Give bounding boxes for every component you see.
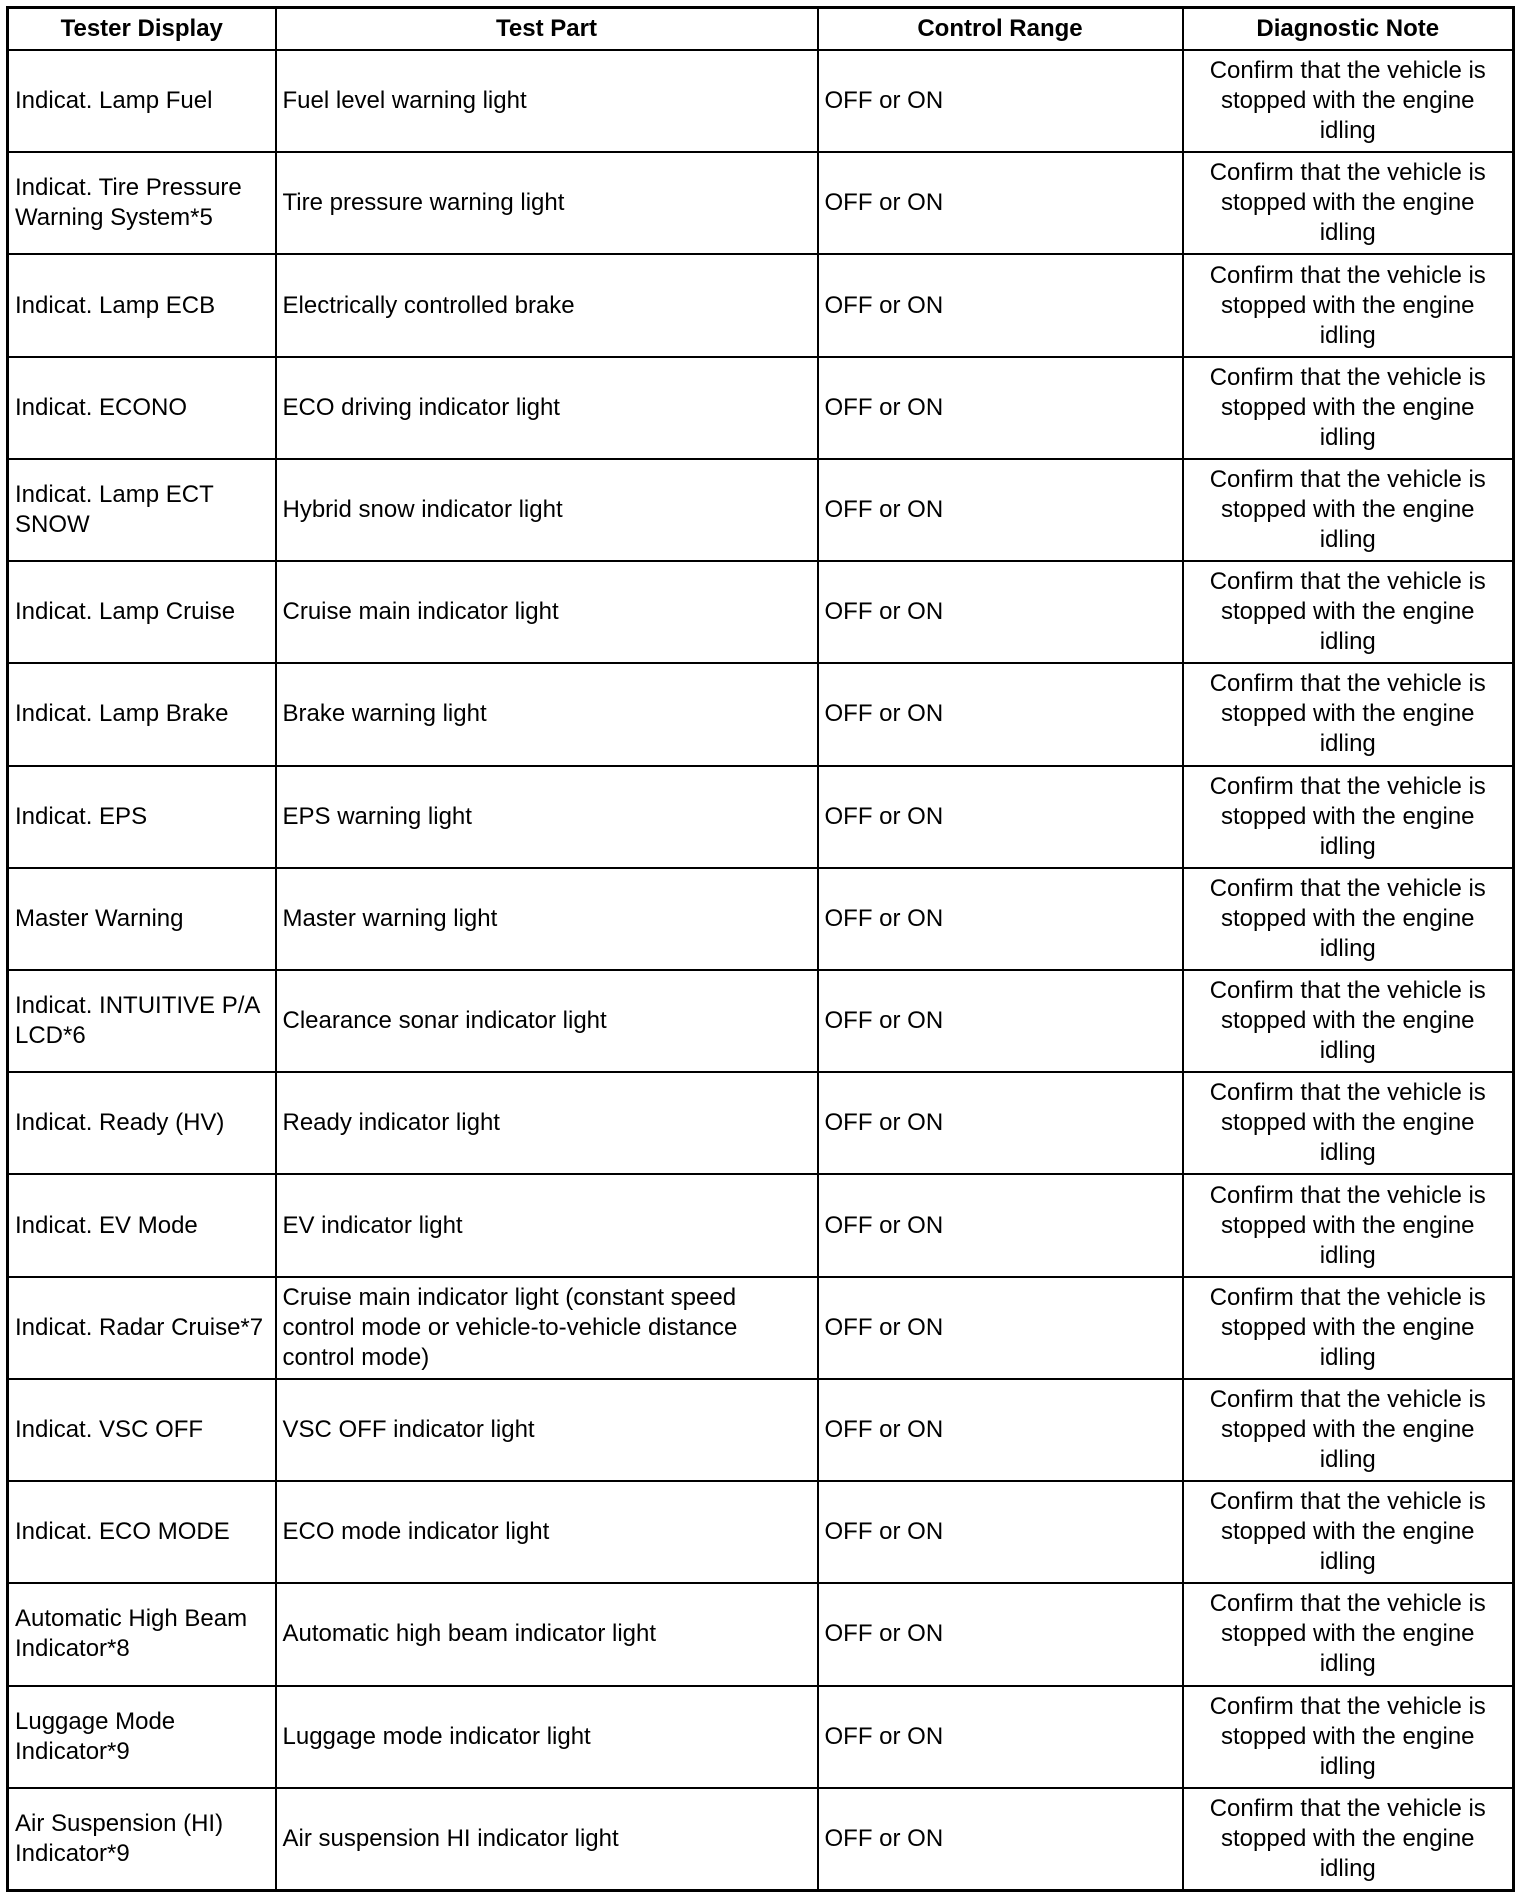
table-row: [8, 970, 1514, 1072]
table-row: [8, 1583, 1514, 1685]
cell-test-part: Fuel level warning light: [276, 50, 818, 152]
cell-test-part: VSC OFF indicator light: [276, 1379, 818, 1481]
cell-control-range: OFF or ON: [818, 1686, 1183, 1788]
cell-tester-display: Indicat. Radar Cruise*7: [8, 1277, 276, 1379]
cell-tester-display: Indicat. VSC OFF: [8, 1379, 276, 1481]
table-row: [8, 357, 1514, 459]
header-diagnostic-note: Diagnostic Note: [1183, 8, 1514, 51]
cell-test-part: Clearance sonar indicator light: [276, 970, 818, 1072]
cell-tester-display: Indicat. EV Mode: [8, 1174, 276, 1276]
cell-control-range: OFF or ON: [818, 561, 1183, 663]
cell-diagnostic-note: Confirm that the vehicle is stopped with the engine idling: [1183, 1379, 1514, 1481]
table-row: [8, 1788, 1514, 1891]
cell-test-part: Hybrid snow indicator light: [276, 459, 818, 561]
cell-diagnostic-note: Confirm that the vehicle is stopped with the engine idling: [1183, 868, 1514, 970]
table-row: [8, 254, 1514, 356]
cell-diagnostic-note: Confirm that the vehicle is stopped with the engine idling: [1183, 766, 1514, 868]
cell-control-range: OFF or ON: [818, 868, 1183, 970]
cell-test-part: Master warning light: [276, 868, 818, 970]
table-row: [8, 1379, 1514, 1481]
active-test-table: [6, 6, 1515, 1892]
cell-tester-display: Indicat. ECONO: [8, 357, 276, 459]
cell-control-range: OFF or ON: [818, 254, 1183, 356]
cell-test-part: Automatic high beam indicator light: [276, 1583, 818, 1685]
header-control-range: Control Range: [818, 8, 1183, 51]
cell-control-range: OFF or ON: [818, 1174, 1183, 1276]
cell-test-part: ECO mode indicator light: [276, 1481, 818, 1583]
cell-diagnostic-note: Confirm that the vehicle is stopped with the engine idling: [1183, 1174, 1514, 1276]
table-row: [8, 561, 1514, 663]
table-row: [8, 1686, 1514, 1788]
cell-diagnostic-note: Confirm that the vehicle is stopped with the engine idling: [1183, 152, 1514, 254]
cell-control-range: OFF or ON: [818, 1583, 1183, 1685]
cell-test-part: Air suspension HI indicator light: [276, 1788, 818, 1891]
table-row: [8, 1481, 1514, 1583]
cell-diagnostic-note: Confirm that the vehicle is stopped with the engine idling: [1183, 50, 1514, 152]
cell-diagnostic-note: Confirm that the vehicle is stopped with the engine idling: [1183, 254, 1514, 356]
table-row: [8, 663, 1514, 765]
cell-tester-display: Indicat. ECO MODE: [8, 1481, 276, 1583]
cell-tester-display: Indicat. Ready (HV): [8, 1072, 276, 1174]
header-test-part: Test Part: [276, 8, 818, 51]
cell-diagnostic-note: Confirm that the vehicle is stopped with the engine idling: [1183, 1481, 1514, 1583]
table-row: [8, 50, 1514, 152]
header-tester-display: Tester Display: [8, 8, 276, 51]
table-row: [8, 868, 1514, 970]
cell-control-range: OFF or ON: [818, 1072, 1183, 1174]
cell-test-part: ECO driving indicator light: [276, 357, 818, 459]
cell-tester-display: Indicat. INTUITIVE P/A LCD*6: [8, 970, 276, 1072]
cell-control-range: OFF or ON: [818, 1277, 1183, 1379]
table-row: [8, 766, 1514, 868]
cell-test-part: Electrically controlled brake: [276, 254, 818, 356]
cell-tester-display: Indicat. Lamp Fuel: [8, 50, 276, 152]
header-row: [8, 8, 1514, 51]
cell-test-part: Ready indicator light: [276, 1072, 818, 1174]
cell-test-part: EPS warning light: [276, 766, 818, 868]
cell-test-part: EV indicator light: [276, 1174, 818, 1276]
cell-control-range: OFF or ON: [818, 1481, 1183, 1583]
table-header: [8, 8, 1514, 51]
cell-control-range: OFF or ON: [818, 970, 1183, 1072]
cell-diagnostic-note: Confirm that the vehicle is stopped with the engine idling: [1183, 1277, 1514, 1379]
cell-control-range: OFF or ON: [818, 766, 1183, 868]
cell-tester-display: Air Suspension (HI) Indicator*9: [8, 1788, 276, 1891]
cell-test-part: Luggage mode indicator light: [276, 1686, 818, 1788]
cell-tester-display: Automatic High Beam Indicator*8: [8, 1583, 276, 1685]
cell-control-range: OFF or ON: [818, 1379, 1183, 1481]
cell-diagnostic-note: Confirm that the vehicle is stopped with the engine idling: [1183, 1583, 1514, 1685]
cell-diagnostic-note: Confirm that the vehicle is stopped with the engine idling: [1183, 357, 1514, 459]
table-row: [8, 1277, 1514, 1379]
cell-tester-display: Indicat. Lamp ECB: [8, 254, 276, 356]
cell-tester-display: Indicat. Tire Pressure Warning System*5: [8, 152, 276, 254]
cell-control-range: OFF or ON: [818, 459, 1183, 561]
cell-diagnostic-note: Confirm that the vehicle is stopped with the engine idling: [1183, 1072, 1514, 1174]
cell-tester-display: Indicat. Lamp ECT SNOW: [8, 459, 276, 561]
cell-control-range: OFF or ON: [818, 152, 1183, 254]
cell-test-part: Cruise main indicator light: [276, 561, 818, 663]
cell-diagnostic-note: Confirm that the vehicle is stopped with the engine idling: [1183, 1686, 1514, 1788]
cell-tester-display: Master Warning: [8, 868, 276, 970]
table-row: [8, 1174, 1514, 1276]
cell-diagnostic-note: Confirm that the vehicle is stopped with the engine idling: [1183, 663, 1514, 765]
cell-control-range: OFF or ON: [818, 1788, 1183, 1891]
cell-test-part: Cruise main indicator light (constant speed control mode or vehicle-to-vehicle distance control mode): [276, 1277, 818, 1379]
cell-test-part: Tire pressure warning light: [276, 152, 818, 254]
cell-diagnostic-note: Confirm that the vehicle is stopped with the engine idling: [1183, 459, 1514, 561]
table-row: [8, 459, 1514, 561]
cell-tester-display: Indicat. Lamp Brake: [8, 663, 276, 765]
cell-control-range: OFF or ON: [818, 663, 1183, 765]
cell-diagnostic-note: Confirm that the vehicle is stopped with the engine idling: [1183, 561, 1514, 663]
cell-tester-display: Indicat. Lamp Cruise: [8, 561, 276, 663]
cell-tester-display: Indicat. EPS: [8, 766, 276, 868]
cell-control-range: OFF or ON: [818, 357, 1183, 459]
cell-diagnostic-note: Confirm that the vehicle is stopped with the engine idling: [1183, 1788, 1514, 1891]
cell-control-range: OFF or ON: [818, 50, 1183, 152]
table-body: [8, 50, 1514, 1891]
cell-test-part: Brake warning light: [276, 663, 818, 765]
table-row: [8, 152, 1514, 254]
table-row: [8, 1072, 1514, 1174]
cell-tester-display: Luggage Mode Indicator*9: [8, 1686, 276, 1788]
cell-diagnostic-note: Confirm that the vehicle is stopped with the engine idling: [1183, 970, 1514, 1072]
